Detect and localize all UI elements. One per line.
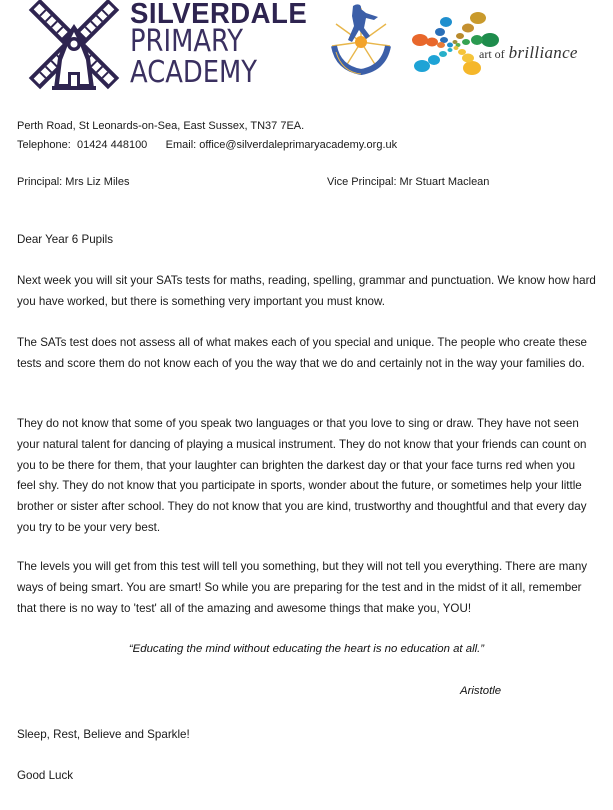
email-address: office@silverdaleprimaryacademy.org.uk — [199, 139, 398, 151]
quote-author: Aristotle — [460, 685, 502, 697]
school-name-line1: SILVERDALE — [130, 0, 308, 30]
paragraph-3: They do not know that some of you speak two languages or that you love to sing or draw. They have not seen your natural talent for dancing of playing a musical instrument. They do not know that your friends can count on you to be there for them, that your laughter can brighten the darkest day or that your face turns red when you feel shy. They do not know that you participate in sports, wonder about the future, or sometimes help your little brother or sister after school. They do not know that you are kind, trustworthy and thoughtful and that every day you try to be your very best. — [17, 417, 587, 534]
school-name — [130, 0, 317, 89]
salutation: Dear Year 6 Pupils — [17, 233, 114, 246]
art-of-brilliance-wordmark: art of brilliance — [479, 43, 578, 62]
school-address: Perth Road, St Leonards-on-Sea, East Sussex, TN37 7EA. — [17, 120, 305, 132]
telephone-number: 01424 448100 — [76, 139, 148, 151]
email-label: Email: — [165, 139, 197, 151]
paragraph-2: The SATs test does not assess all of what makes each of you special and unique. The people who create these tests and score them do not know each of you the way that we do and certainly not in the way your families do. — [17, 336, 587, 370]
vice-principal: Vice Principal: Mr Stuart Maclean — [327, 176, 490, 188]
letterhead — [0, 0, 613, 100]
telephone-label: Telephone: — [17, 139, 71, 151]
school-name-line3: ACADEMY — [130, 55, 258, 90]
closing-line: Sleep, Rest, Believe and Sparkle! — [17, 728, 190, 741]
windmill-logo-icon — [24, 0, 124, 92]
principal: Principal: Mrs Liz Miles — [17, 176, 130, 188]
contact-line — [17, 139, 397, 151]
paragraph-1: Next week you will sit your SATs tests for maths, reading, spelling, grammar and punctuation. We know how hard you have worked, but there is something very important you must know. — [17, 274, 596, 308]
quote: “Educating the mind without educating the heart is no education at all.” — [128, 643, 485, 655]
hastings-thrives-logo-icon — [326, 2, 396, 76]
school-name-line2: PRIMARY — [130, 24, 244, 59]
paragraph-4: The levels you will get from this test will tell you something, but they will not tell you everything. There are many ways of being smart. You are smart! So while you are preparing for the test and in the midst of it all, remember that there is no way to 'test' all of the amazing and awesome things that make you, YOU! — [17, 560, 588, 615]
sign-off: Good Luck — [17, 769, 74, 782]
